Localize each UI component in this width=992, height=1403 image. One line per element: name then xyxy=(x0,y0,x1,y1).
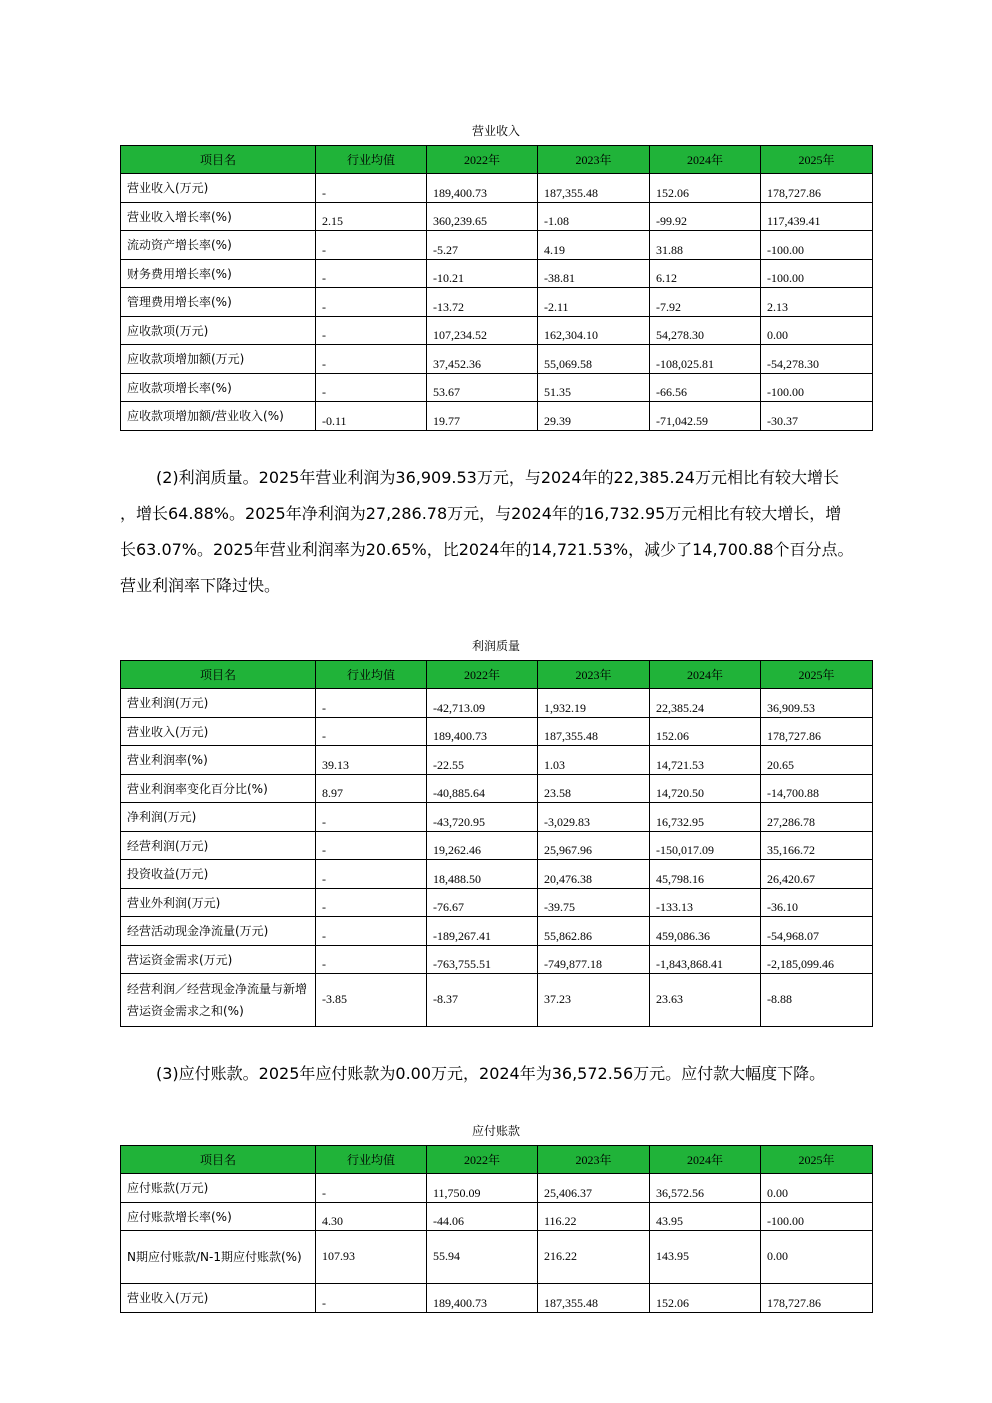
table-cell: -150,017.09 xyxy=(650,831,761,860)
table-cell: 37.23 xyxy=(538,974,650,1027)
table-cell: -7.92 xyxy=(650,288,761,317)
table-cell: -38.81 xyxy=(538,259,650,288)
column-header: 项目名 xyxy=(121,1146,316,1174)
table-cell: 0.00 xyxy=(761,1231,873,1284)
column-header: 行业均值 xyxy=(316,661,427,689)
table-cell: 53.67 xyxy=(427,373,538,402)
row-label: 营业收入增长率(%) xyxy=(121,202,316,231)
table-row xyxy=(121,717,873,746)
paragraph-line: (3)应付账款。2025年应付账款为0.00万元，2024年为36,572.56万元。应付款大幅度下降。 xyxy=(156,1064,826,1083)
table-cell: - xyxy=(316,259,427,288)
table-cell: 189,400.73 xyxy=(427,174,538,203)
table-cell: - xyxy=(316,689,427,718)
table-cell: 189,400.73 xyxy=(427,717,538,746)
table-cell: 143.95 xyxy=(650,1231,761,1284)
table-cell: 14,721.53 xyxy=(650,746,761,775)
table-cell: 178,727.86 xyxy=(761,1284,873,1313)
column-header: 2022年 xyxy=(427,146,538,174)
table-cell: 178,727.86 xyxy=(761,717,873,746)
table-cell: 26,420.67 xyxy=(761,860,873,889)
table-row xyxy=(121,917,873,946)
table-cell: -39.75 xyxy=(538,888,650,917)
table-cell: 152.06 xyxy=(650,717,761,746)
table-cell: 37,452.36 xyxy=(427,345,538,374)
table-cell: 178,727.86 xyxy=(761,174,873,203)
accounts-payable-paragraph xyxy=(120,1056,872,1092)
table-cell: 19.77 xyxy=(427,402,538,431)
column-header: 2022年 xyxy=(427,661,538,689)
table-cell: -749,877.18 xyxy=(538,945,650,974)
row-label: 经营活动现金净流量(万元) xyxy=(121,917,316,946)
table-cell: - xyxy=(316,917,427,946)
table-cell: -76.67 xyxy=(427,888,538,917)
table-cell: 187,355.48 xyxy=(538,1284,650,1313)
table-cell: 54,278.30 xyxy=(650,316,761,345)
table-row xyxy=(121,689,873,718)
table-cell: 18,488.50 xyxy=(427,860,538,889)
table-cell: 187,355.48 xyxy=(538,174,650,203)
table-cell: -42,713.09 xyxy=(427,689,538,718)
row-label: N期应付账款/N-1期应付账款(%) xyxy=(121,1231,316,1284)
accounts-payable-table xyxy=(120,1145,873,1313)
table-cell: 152.06 xyxy=(650,174,761,203)
table-cell: -189,267.41 xyxy=(427,917,538,946)
table-cell: - xyxy=(316,888,427,917)
table-cell: -30.37 xyxy=(761,402,873,431)
row-label: 营业利润率(%) xyxy=(121,746,316,775)
column-header: 2023年 xyxy=(538,146,650,174)
table-cell: 19,262.46 xyxy=(427,831,538,860)
table-row xyxy=(121,373,873,402)
table-cell: -5.27 xyxy=(427,231,538,260)
table-cell: 25,967.96 xyxy=(538,831,650,860)
column-header: 项目名 xyxy=(121,146,316,174)
profit-quality-table xyxy=(120,660,873,1027)
column-header: 行业均值 xyxy=(316,1146,427,1174)
paragraph-line: (2)利润质量。2025年营业利润为36,909.53万元，与2024年的22,385.24万元相比有较大增长 xyxy=(156,468,839,487)
table-row xyxy=(121,1202,873,1231)
table-cell: 1.03 xyxy=(538,746,650,775)
table-cell: 55,862.86 xyxy=(538,917,650,946)
column-header: 2025年 xyxy=(761,1146,873,1174)
table-cell: -10.21 xyxy=(427,259,538,288)
table-cell: -22.55 xyxy=(427,746,538,775)
table-cell: 152.06 xyxy=(650,1284,761,1313)
table-row xyxy=(121,288,873,317)
table-cell: 23.58 xyxy=(538,774,650,803)
table-cell: -2,185,099.46 xyxy=(761,945,873,974)
table-cell: -763,755.51 xyxy=(427,945,538,974)
table-cell: 4.30 xyxy=(316,1202,427,1231)
table-cell: - xyxy=(316,945,427,974)
row-label: 投资收益(万元) xyxy=(121,860,316,889)
row-label: 营运资金需求(万元) xyxy=(121,945,316,974)
table-cell: - xyxy=(316,345,427,374)
table-row xyxy=(121,860,873,889)
table-row xyxy=(121,1284,873,1313)
table-cell: 1,932.19 xyxy=(538,689,650,718)
paragraph-line: 营业利润率下降过快。 xyxy=(120,576,281,595)
table-row xyxy=(121,1231,873,1284)
row-label: 应付账款(万元) xyxy=(121,1174,316,1203)
row-label: 经营利润(万元) xyxy=(121,831,316,860)
column-header: 2024年 xyxy=(650,1146,761,1174)
table-cell: 6.12 xyxy=(650,259,761,288)
table-cell: -40,885.64 xyxy=(427,774,538,803)
table-cell: -13.72 xyxy=(427,288,538,317)
table-cell: -100.00 xyxy=(761,259,873,288)
table-row xyxy=(121,888,873,917)
table-cell: 14,720.50 xyxy=(650,774,761,803)
table-cell: 189,400.73 xyxy=(427,1284,538,1313)
row-label: 营业利润率变化百分比(%) xyxy=(121,774,316,803)
paragraph-line: 长63.07%。2025年营业利润率为20.65%，比2024年的14,721.53%，减少了14,700.88个百分点。 xyxy=(120,540,854,559)
table-cell: -54,968.07 xyxy=(761,917,873,946)
table-cell: 0.00 xyxy=(761,1174,873,1203)
table-cell: 162,304.10 xyxy=(538,316,650,345)
table-cell: -2.11 xyxy=(538,288,650,317)
table-cell: -36.10 xyxy=(761,888,873,917)
table-cell: -54,278.30 xyxy=(761,345,873,374)
table-row xyxy=(121,774,873,803)
table-header-row xyxy=(121,1146,873,1174)
table-cell: -71,042.59 xyxy=(650,402,761,431)
column-header: 2022年 xyxy=(427,1146,538,1174)
column-header: 2023年 xyxy=(538,1146,650,1174)
table-cell: - xyxy=(316,860,427,889)
table-cell: -100.00 xyxy=(761,1202,873,1231)
table-cell: 25,406.37 xyxy=(538,1174,650,1203)
table-cell: -0.11 xyxy=(316,402,427,431)
table-cell: 29.39 xyxy=(538,402,650,431)
row-label: 管理费用增长率(%) xyxy=(121,288,316,317)
table-cell: 55.94 xyxy=(427,1231,538,1284)
table-row xyxy=(121,174,873,203)
column-header: 项目名 xyxy=(121,661,316,689)
table-row xyxy=(121,231,873,260)
column-header: 2024年 xyxy=(650,146,761,174)
table-cell: 43.95 xyxy=(650,1202,761,1231)
table-cell: -66.56 xyxy=(650,373,761,402)
revenue-table xyxy=(120,145,873,431)
table-row xyxy=(121,345,873,374)
table-cell: -3,029.83 xyxy=(538,803,650,832)
column-header: 2023年 xyxy=(538,661,650,689)
table-cell: 16,732.95 xyxy=(650,803,761,832)
column-header: 行业均值 xyxy=(316,146,427,174)
table-title-profit-quality: 利润质量 xyxy=(471,639,520,653)
table-cell: 36,572.56 xyxy=(650,1174,761,1203)
table-cell: - xyxy=(316,174,427,203)
row-label: 流动资产增长率(%) xyxy=(121,231,316,260)
table-row xyxy=(121,974,873,1027)
table-cell: -100.00 xyxy=(761,373,873,402)
table-cell: - xyxy=(316,717,427,746)
table-cell: 45,798.16 xyxy=(650,860,761,889)
table-header-row xyxy=(121,661,873,689)
table-cell: 22,385.24 xyxy=(650,689,761,718)
table-row xyxy=(121,803,873,832)
table-cell: 8.97 xyxy=(316,774,427,803)
table-header-row xyxy=(121,146,873,174)
table-cell: - xyxy=(316,1284,427,1313)
table-cell: -99.92 xyxy=(650,202,761,231)
table-row xyxy=(121,831,873,860)
table-cell: -43,720.95 xyxy=(427,803,538,832)
column-header: 2025年 xyxy=(761,661,873,689)
table-row xyxy=(121,945,873,974)
table-cell: 107,234.52 xyxy=(427,316,538,345)
table-cell: 360,239.65 xyxy=(427,202,538,231)
table-row xyxy=(121,202,873,231)
row-label: 净利润(万元) xyxy=(121,803,316,832)
table-cell: 31.88 xyxy=(650,231,761,260)
row-label: 应收款项增加额(万元) xyxy=(121,345,316,374)
table-cell: 55,069.58 xyxy=(538,345,650,374)
table-cell: 107.93 xyxy=(316,1231,427,1284)
table-cell: - xyxy=(316,373,427,402)
table-cell: -1.08 xyxy=(538,202,650,231)
table-cell: 2.13 xyxy=(761,288,873,317)
table-cell: -100.00 xyxy=(761,231,873,260)
table-title-accounts-payable: 应付账款 xyxy=(471,1124,520,1138)
table-cell: -1,843,868.41 xyxy=(650,945,761,974)
table-cell: -44.06 xyxy=(427,1202,538,1231)
table-cell: 35,166.72 xyxy=(761,831,873,860)
row-label: 营业利润(万元) xyxy=(121,689,316,718)
row-label: 应收款项(万元) xyxy=(121,316,316,345)
table-row xyxy=(121,259,873,288)
table-cell: 36,909.53 xyxy=(761,689,873,718)
table-cell: 116.22 xyxy=(538,1202,650,1231)
row-label: 营业收入(万元) xyxy=(121,1284,316,1313)
table-cell: - xyxy=(316,803,427,832)
table-cell: 0.00 xyxy=(761,316,873,345)
table-cell: -133.13 xyxy=(650,888,761,917)
table-row xyxy=(121,316,873,345)
column-header: 2024年 xyxy=(650,661,761,689)
row-label: 财务费用增长率(%) xyxy=(121,259,316,288)
table-cell: 23.63 xyxy=(650,974,761,1027)
row-label: 经营利润／经营现金净流量与新增营运资金需求之和(%) xyxy=(121,974,316,1027)
table-cell: -3.85 xyxy=(316,974,427,1027)
table-cell: - xyxy=(316,288,427,317)
table-cell: 187,355.48 xyxy=(538,717,650,746)
table-cell: - xyxy=(316,316,427,345)
table-cell: 459,086.36 xyxy=(650,917,761,946)
profit-quality-paragraph xyxy=(120,460,872,604)
row-label: 营业收入(万元) xyxy=(121,717,316,746)
table-cell: 39.13 xyxy=(316,746,427,775)
table-title-revenue: 营业收入 xyxy=(471,124,520,138)
table-cell: - xyxy=(316,831,427,860)
table-cell: 11,750.09 xyxy=(427,1174,538,1203)
table-cell: 117,439.41 xyxy=(761,202,873,231)
table-cell: 4.19 xyxy=(538,231,650,260)
table-row xyxy=(121,402,873,431)
table-cell: - xyxy=(316,1174,427,1203)
table-cell: 216.22 xyxy=(538,1231,650,1284)
row-label: 应收款项增长率(%) xyxy=(121,373,316,402)
table-cell: -8.37 xyxy=(427,974,538,1027)
table-cell: -8.88 xyxy=(761,974,873,1027)
paragraph-line: ，增长64.88%。2025年净利润为27,286.78万元，与2024年的16,732.95万元相比有较大增长，增 xyxy=(120,504,842,523)
column-header: 2025年 xyxy=(761,146,873,174)
row-label: 应付账款增长率(%) xyxy=(121,1202,316,1231)
table-cell: 27,286.78 xyxy=(761,803,873,832)
row-label: 营业收入(万元) xyxy=(121,174,316,203)
table-row xyxy=(121,1174,873,1203)
table-cell: - xyxy=(316,231,427,260)
table-cell: 51.35 xyxy=(538,373,650,402)
row-label: 应收款项增加额/营业收入(%) xyxy=(121,402,316,431)
table-row xyxy=(121,746,873,775)
table-cell: -14,700.88 xyxy=(761,774,873,803)
table-cell: 20.65 xyxy=(761,746,873,775)
table-cell: 20,476.38 xyxy=(538,860,650,889)
table-cell: -108,025.81 xyxy=(650,345,761,374)
row-label: 营业外利润(万元) xyxy=(121,888,316,917)
table-cell: 2.15 xyxy=(316,202,427,231)
